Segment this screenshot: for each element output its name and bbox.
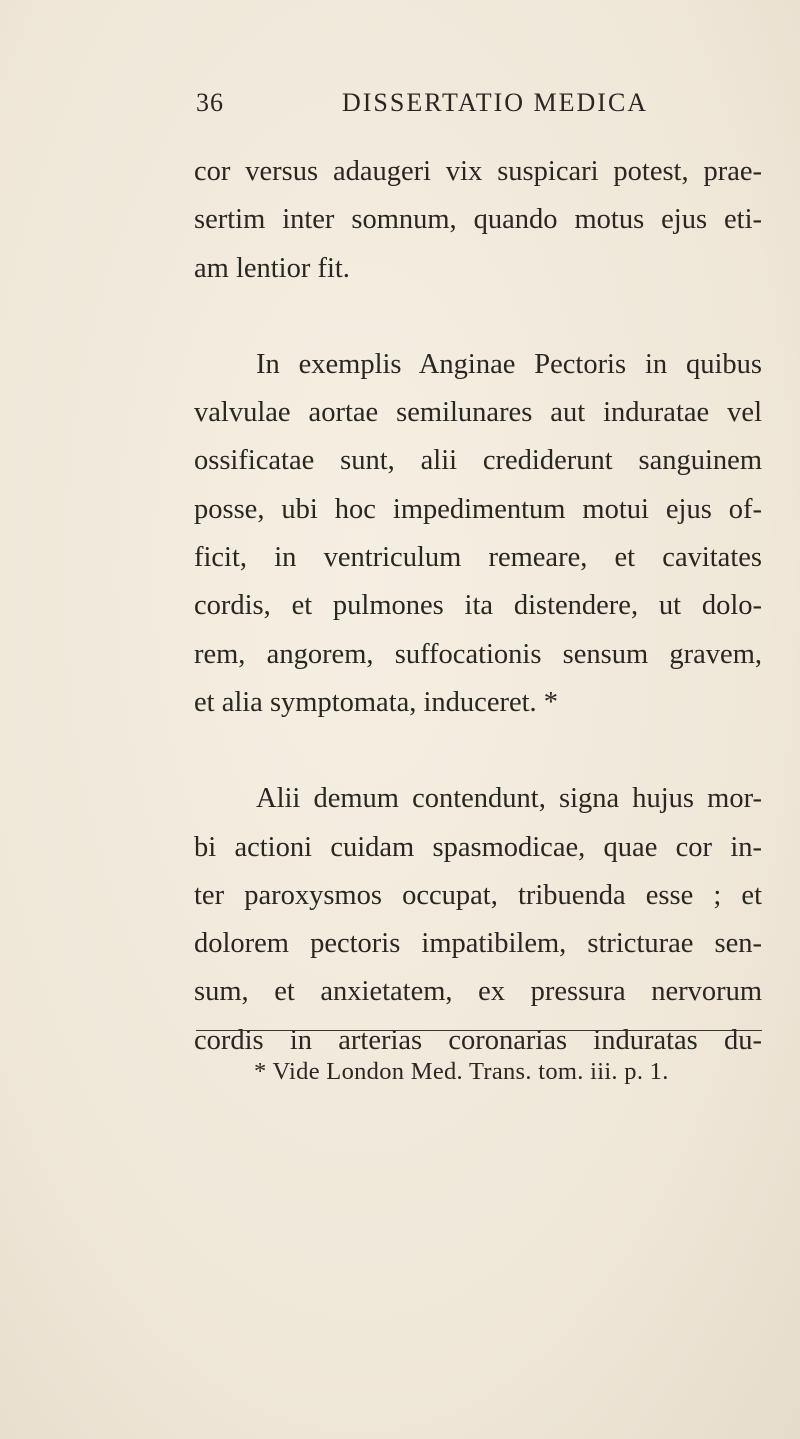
text-line: dolorem pectoris impatibilem, stricturae sen- — [194, 928, 762, 960]
footnote: * Vide London Med. Trans. tom. iii. p. 1. — [254, 1058, 669, 1085]
page-header — [196, 88, 756, 128]
paragraph-3 — [194, 775, 762, 1065]
text-line: cordis, et pulmones ita distendere, ut dolo- — [194, 590, 762, 622]
text-line: ficit, in ventriculum remeare, et cavitates — [194, 542, 762, 574]
text-line: cor versus adaugeri vix suspicari potest, prae- — [194, 156, 762, 187]
body-text — [194, 148, 762, 1065]
text-line: rem, angorem, suffocationis sensum gravem, — [194, 638, 762, 670]
text-line: et alia symptomata, induceret. * — [194, 686, 559, 718]
text-line: posse, ubi hoc impedimentum motui ejus of- — [194, 493, 762, 525]
text-line: cordis in arterias coronarias induratas du- — [194, 1024, 762, 1056]
text-line: ossificatae sunt, alii crediderunt sanguinem — [194, 445, 762, 477]
paragraph-1 — [194, 148, 762, 293]
text-line: In exemplis Anginae Pectoris in quibus — [256, 348, 762, 380]
text-line: valvulae aortae semilunares aut induratae vel — [194, 397, 762, 429]
text-line: ter paroxysmos occupat, tribuenda esse ; et — [194, 879, 762, 911]
text-line: am lentior fit. — [194, 252, 350, 284]
running-title: DISSERTATIO MEDICA — [342, 88, 649, 117]
footnote-rule — [196, 1030, 762, 1031]
text-line: sertim inter somnum, quando motus ejus eti- — [194, 204, 762, 236]
paragraph-2 — [194, 341, 762, 727]
page-number: 36 — [196, 88, 224, 117]
text-line: sum, et anxietatem, ex pressura nervorum — [194, 976, 762, 1008]
text-line: bi actioni cuidam spasmodicae, quae cor in- — [194, 831, 762, 863]
text-line: Alii demum contendunt, signa hujus mor- — [256, 783, 762, 815]
